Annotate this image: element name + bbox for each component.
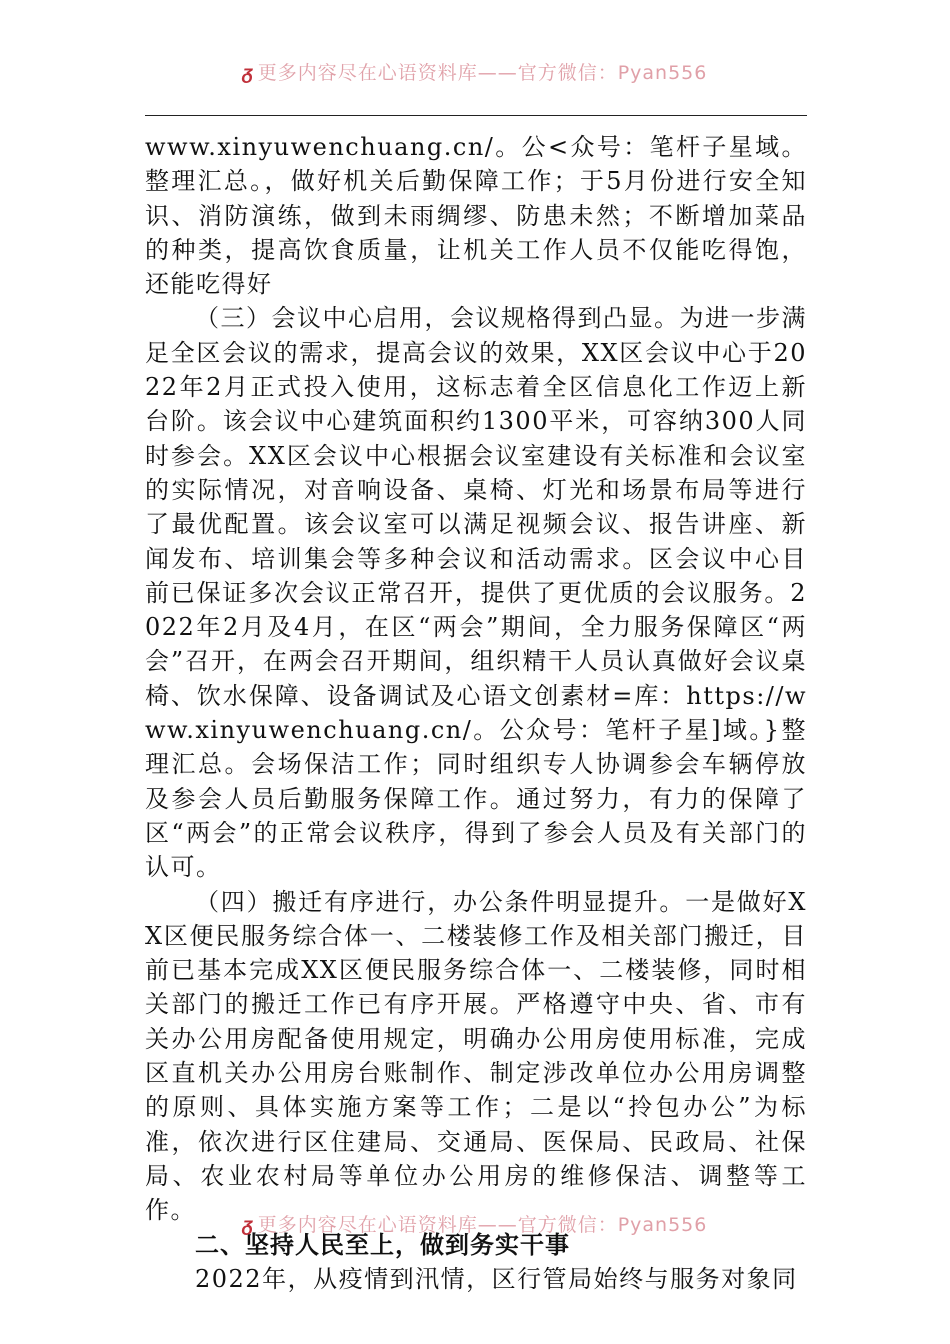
paragraph-continuation: www.xinyuwenchuang.cn/。公<众号：笔杆子星域。整理汇总。，做好机关后勤保障工作；于5月份进行安全知识、消防演练，做到未雨绸缪、防患未然；不断增加菜品的种类，提高饮食质量，让机关工作人员不仅能吃得饱，还能吃得好 [145,133,807,299]
footer-banner-text: 更多内容尽在心语资料库——官方微信：Pyan556 [257,1214,708,1236]
paragraph-last: 2022年，从疫情到汛情，区行管局始终与服务对象同 [195,1264,798,1293]
header-watermark-banner [0,58,950,85]
section-heading: 二、坚持人民至上，做到务实干事 [195,1230,570,1259]
document-body [145,130,807,1296]
footer-watermark-banner [0,1210,950,1237]
brand-logo-icon: ᵹ [242,1214,254,1236]
header-divider [145,115,807,116]
paragraph-meeting-center: （三）会议中心启用，会议规格得到凸显。为进一步满足全区会议的需求，提高会议的效果，XX区会议中心于2022年2月正式投入使用，这标志着全区信息化工作迈上新台阶。该会议中心建筑面积约1300平米，可容纳300人同时参会。XX区会议中心根据会议室建设有关标准和会议室的实际情况，对音响设备、桌椅、灯光和场景布局等进行了最优配置。该会议室可以满足视频会议、报告讲座、新闻发布、培训集会等多种会议和活动需求。区会议中心目前已保证多次会议正常召开，提供了更优质的会议服务。2022年2月及4月，在区“两会”期间，全力服务保障区“两会”召开，在两会召开期间，组织精干人员认真做好会议桌椅、饮水保障、设备调试及心语文创素材=库：https://www.xinyuwenchuang.cn/。公众号：笔杆子星]域。}整理汇总。会场保洁工作；同时组织专人协调参会车辆停放及参会人员后勤服务保障工作。通过努力，有力的保障了区“两会”的正常会议秩序，得到了参会人员及有关部门的认可。 [145,304,807,882]
brand-logo-icon: ᵹ [242,62,254,84]
header-banner-text: 更多内容尽在心语资料库——官方微信：Pyan556 [257,62,708,84]
paragraph-relocation: （四）搬迁有序进行，办公条件明显提升。一是做好XX区便民服务综合体一、二楼装修工作及相关部门搬迁，目前已基本完成XX区便民服务综合体一、二楼装修，同时相关部门的搬迁工作已有序开展。严格遵守中央、省、市有关办公用房配备使用规定，明确办公用房使用标准，完成区直机关办公用房台账制作、制定涉改单位办公用房调整的原则、具体实施方案等工作；二是以“拎包办公”为标准，依次进行区住建局、交通局、医保局、民政局、社保局、农业农村局等单位办公用房的维修保洁、调整等工作。 [145,887,807,1225]
